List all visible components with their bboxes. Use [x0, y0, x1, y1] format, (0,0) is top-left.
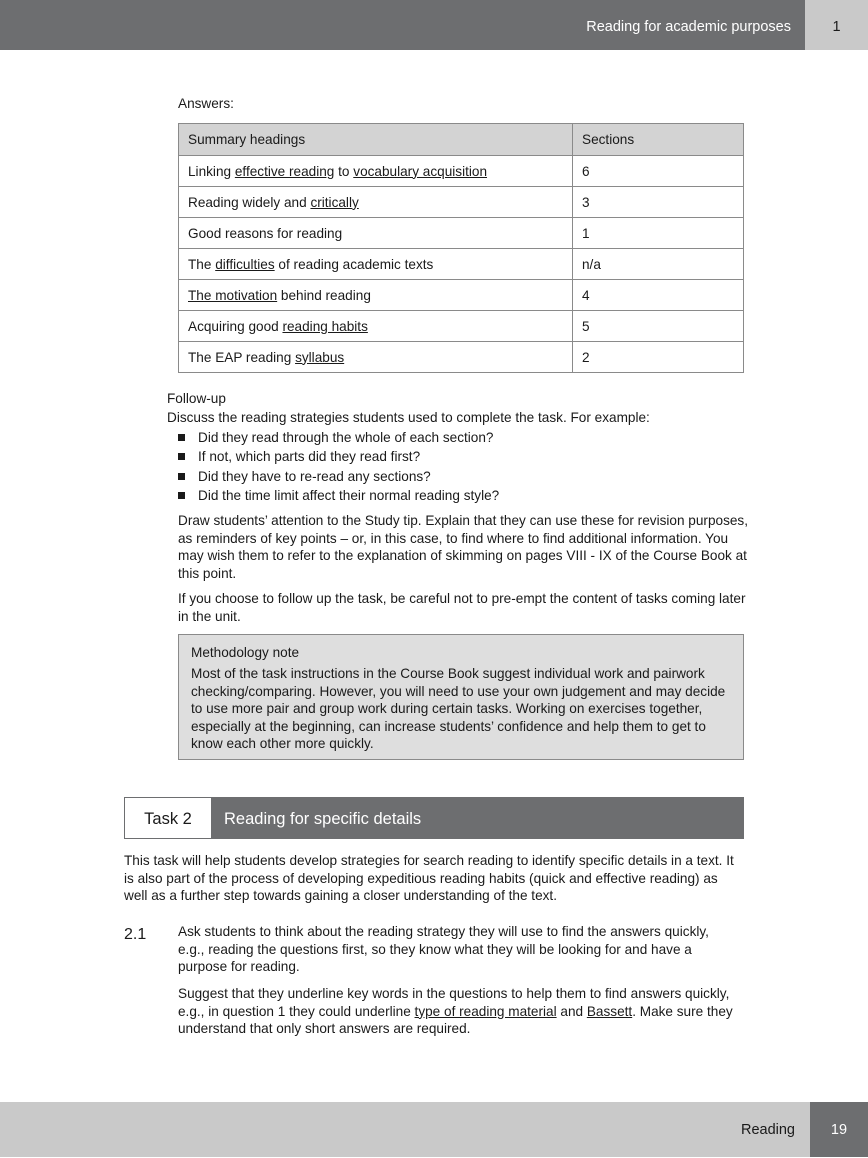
list-item: Did the time limit affect their normal reading style? [178, 486, 499, 505]
table-row [179, 311, 744, 342]
summary-heading-cell: Reading widely and critically [179, 187, 573, 218]
summary-heading-cell: The EAP reading syllabus [179, 342, 573, 373]
answers-table-body [179, 156, 744, 373]
summary-heading-cell: The difficulties of reading academic texts [179, 249, 573, 280]
task-2-intro: This task will help students develop strategies for search reading to identify specific details in a text. It is also part of the process of developing expeditious reading habits (quick and effective reading) as well as a further step towards gaining a closer understanding of the text. [124, 853, 734, 903]
section-cell: 3 [573, 187, 744, 218]
page-header-bar [0, 0, 868, 50]
bullet-square-icon [178, 453, 185, 460]
list-item: If not, which parts did they read first? [178, 447, 499, 466]
list-item: Did they have to re-read any sections? [178, 467, 499, 486]
followup-heading: Follow-up [167, 391, 226, 406]
section-cell: 2 [573, 342, 744, 373]
table-row [179, 218, 744, 249]
section-cell: 4 [573, 280, 744, 311]
table-row [179, 187, 744, 218]
summary-heading-cell: Good reasons for reading [179, 218, 573, 249]
study-tip-paragraph: Draw students’ attention to the Study tip. Explain that they can use these for revision purposes, as reminders of key points – or, in this case, to find where to find additional information. You may wish them to refer to the explanation of skimming on pages VIII - IX of the Course Book at this point. [178, 513, 749, 581]
footer-label: Reading [740, 1122, 795, 1138]
bullet-square-icon [178, 492, 185, 499]
answers-table [178, 123, 744, 373]
answers-label: Answers: [178, 96, 234, 111]
page-number: 19 [810, 1102, 868, 1157]
list-item: Did they read through the whole of each section? [178, 428, 499, 447]
section-number: 2.1 [124, 926, 147, 943]
section-cell: n/a [573, 249, 744, 280]
section-2-1-paragraph-2: Suggest that they underline key words in the questions to help them to find answers quickly, e.g., in question 1 they could underline type of reading material and Bassett. Make sure they understand that only short answers are required. [178, 986, 733, 1036]
methodology-note-heading: Methodology note [191, 645, 300, 660]
bullet-square-icon [178, 473, 185, 480]
table-row [179, 280, 744, 311]
section-cell: 5 [573, 311, 744, 342]
followup-caution-paragraph: If you choose to follow up the task, be careful not to pre-empt the content of tasks coming later in the unit. [178, 591, 746, 624]
task-tag: Task 2 [124, 797, 212, 839]
followup-block [167, 389, 767, 427]
bullet-square-icon [178, 434, 185, 441]
task-title: Reading for specific details [211, 797, 744, 839]
section-cell: 6 [573, 156, 744, 187]
table-row [179, 342, 744, 373]
table-row [179, 156, 744, 187]
page-footer-bar [0, 1102, 868, 1157]
summary-heading-cell: Linking effective reading to vocabulary acquisition [179, 156, 573, 187]
followup-bullet-list [178, 428, 499, 506]
followup-intro: Discuss the reading strategies students used to complete the task. For example: [167, 410, 650, 425]
header-title: Reading for academic purposes [586, 19, 791, 35]
methodology-note-box [178, 634, 744, 760]
table-header-row [179, 124, 744, 156]
unit-number: 1 [805, 0, 868, 50]
column-header-sections: Sections [573, 124, 744, 156]
methodology-note-body: Most of the task instructions in the Course Book suggest individual work and pairwork checking/comparing. However, you will need to use your own judgement and may decide to use more pair and group work during certain tasks. Working on exercises together, especially at the beginning, can increase students’ confidence and help them to get to know each other more quickly. [191, 666, 726, 751]
section-cell: 1 [573, 218, 744, 249]
summary-heading-cell: The motivation behind reading [179, 280, 573, 311]
task-2-header [124, 797, 744, 839]
section-2-1-paragraph-1: Ask students to think about the reading strategy they will use to find the answers quickly, e.g., reading the questions first, so they know what they will be looking for and have a purpose for reading. [178, 924, 709, 974]
summary-heading-cell: Acquiring good reading habits [179, 311, 573, 342]
table-row [179, 249, 744, 280]
column-header-headings: Summary headings [179, 124, 573, 156]
